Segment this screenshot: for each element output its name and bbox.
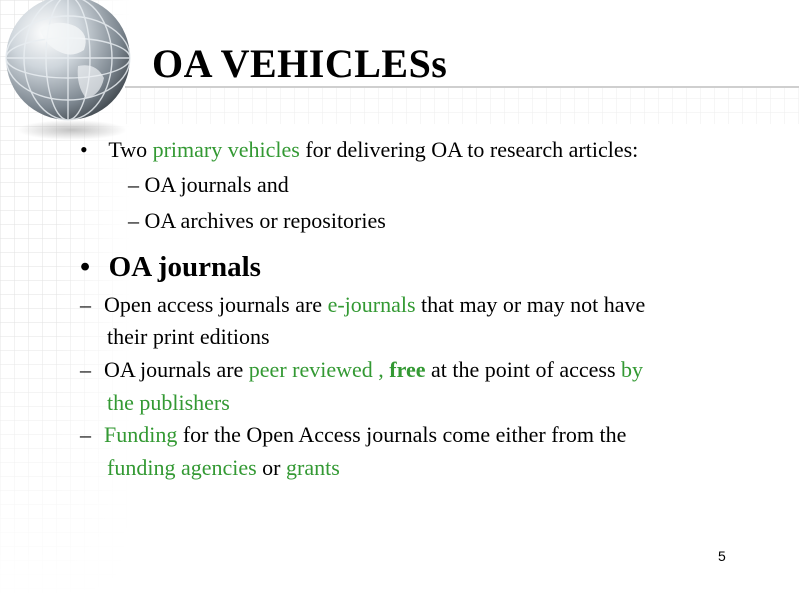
page-number: 5	[718, 548, 726, 564]
sub-item: – OA journals and	[128, 172, 289, 197]
point-2: – OA journals are peer reviewed , free at the point of access by	[80, 357, 644, 382]
point-3-cont: funding agencies or grants	[107, 455, 340, 480]
bullet-icon: •	[80, 251, 91, 283]
point-1-cont: their print editions	[107, 324, 270, 349]
point-3: – Funding for the Open Access journals come either from the	[80, 422, 627, 447]
intro-bullet-line: • Two primary vehicles for delivering OA to research articles:	[80, 137, 639, 162]
point-2-cont: the publishers	[107, 390, 230, 415]
globe-icon	[0, 0, 160, 150]
sub-item: – OA archives or repositories	[128, 208, 386, 233]
point-1: – Open access journals are e-journals that may or may not have	[80, 292, 646, 317]
bullet-icon: •	[80, 137, 88, 162]
title-divider	[125, 86, 799, 126]
slide-title: OA VEHICLESs	[152, 41, 448, 86]
section-heading: • OA journals	[80, 251, 261, 283]
